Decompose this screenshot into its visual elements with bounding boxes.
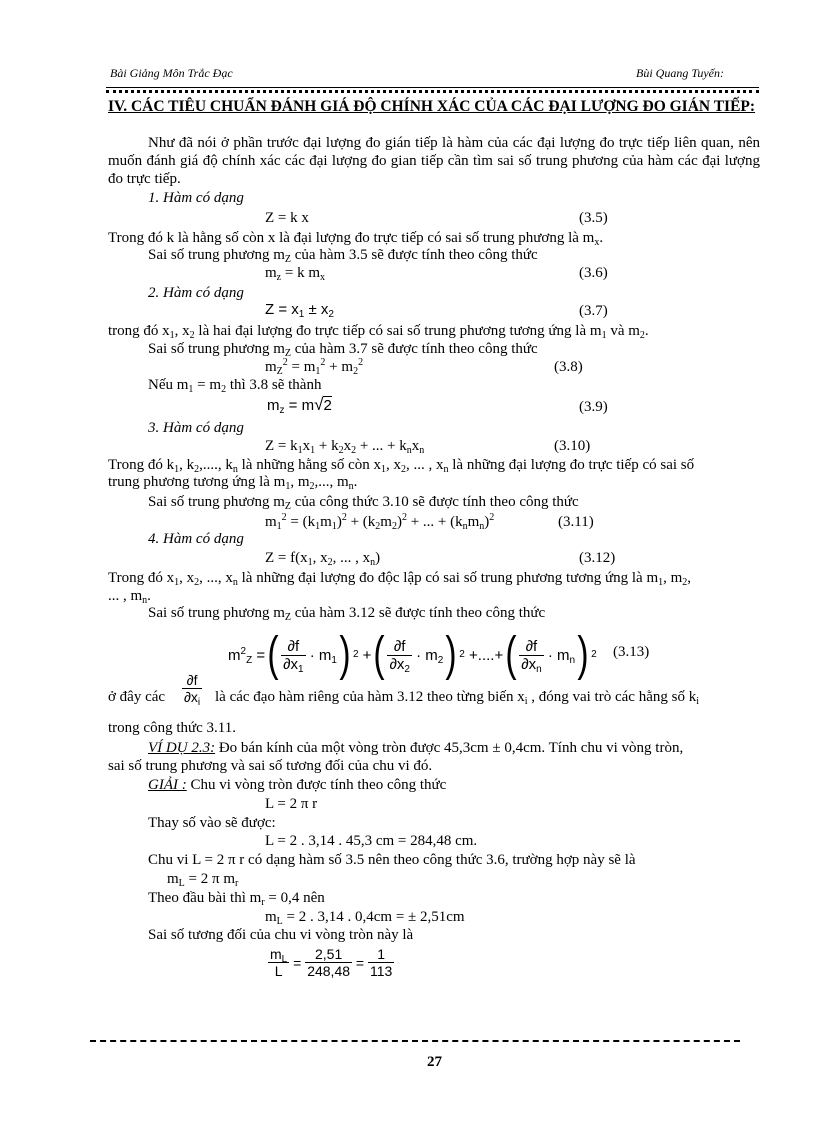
solution-line-1: GIẢI : Chu vi vòng tròn được tính theo công thức [148, 777, 447, 793]
formula-3-12: $Z = f(x_1$, $x_2$, ... , $x_n$) [265, 550, 381, 568]
relative-error-formula: $\frac{m_L}{L}$ = $\frac{2,51}{248,48}$ = $\frac{1}{113}$ [270, 946, 393, 979]
partial-derivative-fraction: $\frac{\partial f}{\partial x_i}$ [184, 672, 201, 708]
solution-formula-2: L = 2 . 3,14 . 45,3 cm = 284,48 cm. [265, 833, 478, 849]
header-rule [106, 87, 759, 88]
formula-3-9: $m_z = m√2$ [267, 395, 332, 416]
formula-3-8: $m_Z^2 = m_1^2 + m_2^2$ [265, 357, 364, 377]
solution-line-5: Chu vi L = 2 π r có dạng hàm số 3.5 nên theo công thức 3.6, trường hợp này sẽ là [148, 852, 636, 868]
text-line-9: Trong đó $x_1$, $x_2$, ..., $x_n$ là những đại lượng đo độc lập có sai số trung phương tương ứng là $m_1$, $m_2$, [108, 570, 692, 588]
text-line-11a: ở đây các [108, 689, 166, 705]
text-line-4: Sai số trung phương $m_Z$ của hàm 3.7 sẽ được tính theo công thức [148, 341, 538, 359]
text-line-9b: ... , $m_n$. [108, 588, 151, 606]
formula-3-7: $Z = x_1 \pm x_2$ [265, 301, 334, 320]
eq-num-3-5: (3.5) [579, 210, 608, 226]
heading-1: 1. Hàm có dạng [148, 190, 244, 206]
text-line-5: Nếu $m_1 = m_2$ thì 3.8 sẽ thành [148, 377, 322, 395]
example-line: VÍ DỤ 2.3: Đo bán kính của một vòng tròn được 45,3cm ± 0,4cm. Tính chu vi vòng tròn, [148, 740, 684, 756]
eq-num-3-10: (3.10) [554, 438, 591, 454]
header-left: Bài Giảng Môn Trắc Đạc [110, 66, 233, 80]
heading-2: 2. Hàm có dạng [148, 285, 244, 301]
text-line-6: Trong đó $k_1$, $k_2$,...., $k_n$ là những hằng số còn $x_1$, $x_2$, ... , $x_n$ là những đại lượng đo trực tiếp có sai số [108, 457, 695, 475]
heading-4: 4. Hàm có dạng [148, 531, 244, 547]
solution-formula-4: $m_L = 2$ . 3,14 . 0,4cm = ± 2,51cm [265, 909, 465, 927]
page-number: 27 [427, 1054, 442, 1070]
text-line-10: Sai số trung phương $m_Z$ của hàm 3.12 sẽ được tính theo công thức [148, 605, 546, 623]
text-line-8: Sai số trung phương $m_Z$ của công thức 3.10 sẽ được tính theo công thức [148, 494, 579, 512]
eq-num-3-11: (3.11) [558, 514, 594, 530]
formula-3-11: $m_1^2 = (k_1m_1)^2 + (k_2m_2)^2$ + ... + $(k_nm_n)^2$ [265, 512, 495, 532]
solution-formula-3: $m_L = 2$ π $m_r$ [167, 871, 239, 889]
section-title: IV. CÁC TIÊU CHUẨN ĐÁNH GIÁ ĐỘ CHÍNH XÁC CỦA CÁC ĐẠI LƯỢNG ĐO GIÁN TIẾP: [108, 98, 756, 115]
eq-num-3-9: (3.9) [579, 399, 608, 415]
intro-paragraph: Như đã nói ở phần trước đại lượng đo gián tiếp là hàm của các đại lượng đo trực tiếp liên quan, nên muốn đánh giá độ chính xác các đại lượng đo gian tiếp cần tìm sai số trung phương của hàm các đại lượng đo trực tiếp. [108, 135, 760, 187]
eq-num-3-12: (3.12) [579, 550, 616, 566]
formula-3-5: Z = k x [265, 210, 309, 226]
header-rule-dotted [106, 90, 759, 93]
eq-num-3-7: (3.7) [579, 303, 608, 319]
solution-formula-1: L = 2 π r [265, 796, 318, 812]
eq-num-3-6: (3.6) [579, 265, 608, 281]
text-line-12: trong công thức 3.11. [108, 720, 236, 736]
text-line-2: Sai số trung phương $m_Z$ của hàm 3.5 sẽ được tính theo công thức [148, 247, 538, 265]
formula-3-10: $Z = k_1x_1 + k_2x_2$ + ... + $k_nx_n$ [265, 438, 425, 456]
solution-line-9: Sai số tương đối của chu vi vòng tròn này là [148, 927, 414, 943]
formula-3-6: $m_z = k$ $m_x$ [265, 265, 326, 283]
text-line-1: Trong đó k là hằng số còn x là đại lượng đo trực tiếp có sai số trung phương là $m_x$. [108, 230, 604, 248]
text-line-7: trung phương tương ứng là $m_1$, $m_2$,..., $m_n$. [108, 474, 358, 492]
example-line-2: sai số trung phương và sai số tương đối của chu vi đó. [108, 758, 433, 774]
header-right: Bùi Quang Tuyến: [636, 66, 724, 80]
solution-line-7: Theo đầu bài thì $m_r = 0,4$ nên [148, 890, 325, 908]
formula-3-13: $m^2_Z$ = ( $\frac{\partial f}{\partial x_1}$ · $m_1$ ) 2 + ( $\frac{\partial f}{\partial x_2}$ · $m_2$ ) 2 +....+ ( $\frac{\partial f}{\partial x_n}$ · $m_n$ ) 2 [228, 628, 597, 681]
footer-rule [90, 1040, 740, 1042]
text-line-11b: là các đạo hàm riêng của hàm 3.12 theo từng biến $x_i$ , đóng vai trò các hằng số $k_i$ [215, 689, 699, 707]
eq-num-3-8: (3.8) [554, 359, 583, 375]
solution-line-3: Thay số vào sẽ được: [148, 815, 276, 831]
eq-num-3-13: (3.13) [613, 644, 650, 660]
text-line-3: trong đó $x_1$, $x_2$ là hai đại lượng đo trực tiếp có sai số trung phương tương ứng là $m_1$ và $m_2$. [108, 323, 649, 341]
heading-3: 3. Hàm có dạng [148, 420, 244, 436]
